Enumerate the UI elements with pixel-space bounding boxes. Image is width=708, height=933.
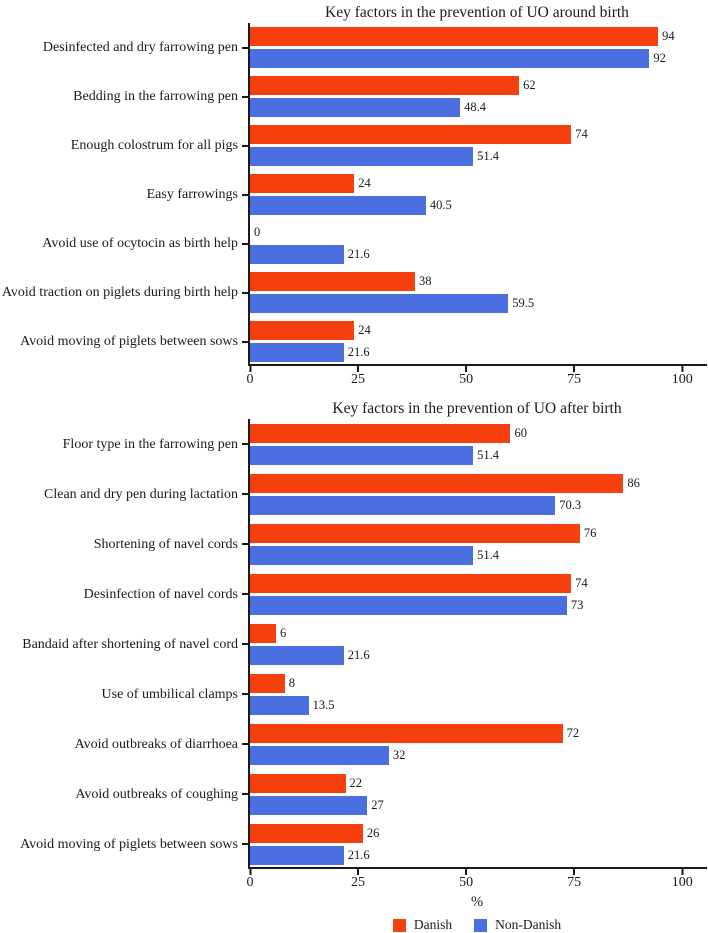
bar-non-danish <box>250 196 426 215</box>
x-axis-ticks-after-birth <box>246 869 706 894</box>
category-label-text: Clean and dry pen during lactation <box>44 486 238 502</box>
bar-line-danish <box>250 321 708 340</box>
bar-danish <box>250 125 571 144</box>
bar-line-non-danish <box>250 343 708 362</box>
category-row <box>0 121 708 170</box>
x-axis-tick <box>459 869 473 891</box>
bar-line-danish <box>250 824 708 843</box>
y-axis-tick <box>242 292 248 294</box>
bar-line-non-danish <box>250 196 708 215</box>
bar-group <box>248 72 708 121</box>
y-axis-tick <box>242 145 248 147</box>
danish-color-swatch-icon <box>393 919 406 932</box>
x-axis-tick <box>459 366 473 388</box>
y-axis-line <box>248 419 250 869</box>
category-label <box>0 219 248 268</box>
bar-line-danish <box>250 724 708 743</box>
category-row <box>0 819 708 869</box>
bar-non-danish <box>250 343 344 362</box>
bar-value-label: 40.5 <box>429 198 452 212</box>
bar-value-label: 48.4 <box>464 100 486 114</box>
bar-value-label: 22 <box>349 775 362 790</box>
bar-value-label: 94 <box>662 29 675 43</box>
bar-danish <box>250 424 510 443</box>
category-row <box>0 268 708 317</box>
bar-danish <box>250 824 363 843</box>
category-row <box>0 719 708 769</box>
bar-group <box>248 619 708 669</box>
y-axis-tick <box>242 593 248 595</box>
bar-value-label: 70.3 <box>559 497 582 512</box>
x-axis-tick-label: 75 <box>567 875 582 890</box>
category-label-text: Use of umbilical clamps <box>101 686 238 702</box>
bar-line-danish <box>250 125 708 144</box>
bar-danish <box>250 574 571 593</box>
bar-value-label: 76 <box>583 525 597 540</box>
x-axis-tick-label: 25 <box>351 875 366 890</box>
y-axis-tick <box>242 194 248 196</box>
x-axis-tick-label: 0 <box>246 372 254 387</box>
category-label <box>0 170 248 219</box>
legend <box>248 917 706 933</box>
bar-non-danish <box>250 796 367 815</box>
category-label <box>0 769 248 819</box>
bar-danish <box>250 624 276 643</box>
bar-line-danish <box>250 272 708 291</box>
y-axis-tick <box>242 693 248 695</box>
category-row <box>0 569 708 619</box>
category-label <box>0 519 248 569</box>
bar-value-label: 74 <box>575 575 588 590</box>
bar-danish <box>250 774 346 793</box>
category-label <box>0 72 248 121</box>
bar-value-label: 73 <box>570 597 584 612</box>
category-label <box>0 121 248 170</box>
category-label <box>0 719 248 769</box>
bar-danish <box>250 272 415 291</box>
x-axis-tick-label: 0 <box>246 875 254 890</box>
bar-line-non-danish <box>250 646 708 665</box>
category-label <box>0 469 248 519</box>
y-axis-line <box>248 23 250 366</box>
bar-value-label: 21.6 <box>347 647 370 662</box>
category-label <box>0 268 248 317</box>
bar-value-label: 8 <box>288 675 295 690</box>
bar-group <box>248 569 708 619</box>
category-label-text: Avoid use of ocytocin as birth help <box>42 236 238 251</box>
bar-line-danish <box>250 774 708 793</box>
bar-line-non-danish <box>250 446 708 465</box>
bar-non-danish <box>250 696 309 715</box>
bar-value-label: 27 <box>371 797 384 812</box>
bar-line-danish <box>250 624 708 643</box>
bar-line-danish <box>250 474 708 493</box>
x-axis-tick <box>567 366 581 388</box>
bar-danish <box>250 27 658 46</box>
bar-line-non-danish <box>250 696 708 715</box>
x-axis-tick-label: 75 <box>567 372 582 387</box>
bar-danish <box>250 174 354 193</box>
bar-line-non-danish <box>250 796 708 815</box>
x-axis-tick-label: 100 <box>671 372 693 387</box>
category-row <box>0 170 708 219</box>
bar-line-danish <box>250 76 708 95</box>
bar-danish <box>250 524 580 543</box>
bar-line-danish <box>250 524 708 543</box>
x-axis-ticks-around-birth <box>246 366 706 391</box>
bar-line-non-danish <box>250 546 708 565</box>
category-label <box>0 669 248 719</box>
bar-non-danish <box>250 846 344 865</box>
bar-value-label: 74 <box>575 127 588 141</box>
bar-non-danish <box>250 496 555 515</box>
bar-non-danish <box>250 294 508 313</box>
bar-value-label: 51.4 <box>477 447 499 462</box>
y-axis-tick <box>242 47 248 49</box>
x-axis-tick <box>351 869 365 891</box>
x-axis-tick <box>672 366 693 388</box>
bar-group <box>248 819 708 869</box>
y-axis-tick <box>242 96 248 98</box>
category-row <box>0 23 708 72</box>
bar-danish <box>250 674 285 693</box>
bar-group <box>248 170 708 219</box>
bar-group <box>248 669 708 719</box>
bar-value-label: 6 <box>280 625 287 640</box>
bar-value-label: 21.6 <box>347 847 370 862</box>
y-axis-tick <box>242 543 248 545</box>
category-label <box>0 819 248 869</box>
bar-non-danish <box>250 98 460 117</box>
category-label-text: Bandaid after shortening of navel cord <box>22 636 238 652</box>
bar-line-non-danish <box>250 98 708 117</box>
x-axis-title: % <box>470 894 484 910</box>
bar-line-non-danish <box>250 147 708 166</box>
category-label-text: Bedding in the farrowing pen <box>73 89 238 104</box>
x-axis-tick <box>567 869 581 891</box>
bar-non-danish <box>250 49 649 68</box>
plot-area-after-birth <box>0 419 708 869</box>
category-label-text: Avoid moving of piglets between sows <box>20 836 238 852</box>
category-label-text: Avoid outbreaks of diarrhoea <box>74 736 238 752</box>
bar-line-danish <box>250 223 708 242</box>
bar-line-non-danish <box>250 746 708 765</box>
category-label <box>0 23 248 72</box>
bar-value-label: 60 <box>514 425 527 440</box>
bar-line-danish <box>250 174 708 193</box>
bar-value-label: 86 <box>627 475 640 490</box>
bar-value-label: 0 <box>254 225 261 239</box>
bar-line-non-danish <box>250 294 708 313</box>
bar-group <box>248 23 708 72</box>
y-axis-tick <box>242 843 248 845</box>
bar-value-label: 32 <box>392 747 406 762</box>
bar-non-danish <box>250 546 473 565</box>
category-row <box>0 769 708 819</box>
legend-label-danish: Danish <box>413 917 453 932</box>
bar-value-label: 13.5 <box>312 697 335 712</box>
bar-line-danish <box>250 674 708 693</box>
x-axis-tick-label: 25 <box>351 372 366 387</box>
category-row <box>0 469 708 519</box>
bar-group <box>248 469 708 519</box>
x-axis-tick <box>672 869 693 891</box>
category-label-text: Shortening of navel cords <box>93 536 238 552</box>
bar-danish <box>250 76 519 95</box>
chart-title-around-birth: Key factors in the prevention of UO around birth <box>325 4 629 21</box>
category-row <box>0 619 708 669</box>
plot-area-around-birth <box>0 23 708 366</box>
bar-non-danish <box>250 446 473 465</box>
bar-value-label: 59.5 <box>512 296 535 310</box>
chart-after-birth <box>0 391 708 911</box>
bar-group <box>248 419 708 469</box>
category-label <box>0 419 248 469</box>
bar-value-label: 92 <box>653 51 666 65</box>
non-danish-color-swatch-icon <box>474 919 487 932</box>
category-label-text: Enough colostrum for all pigs <box>70 138 238 153</box>
x-axis-tick-label: 100 <box>671 875 693 890</box>
x-axis-tick <box>351 366 365 388</box>
category-label-text: Desinfection of navel cords <box>83 586 238 602</box>
bar-group <box>248 219 708 268</box>
bar-group <box>248 519 708 569</box>
bar-line-non-danish <box>250 596 708 615</box>
bar-group <box>248 121 708 170</box>
bar-value-label: 26 <box>366 825 380 840</box>
y-axis-tick <box>242 643 248 645</box>
bar-group <box>248 317 708 366</box>
bar-group <box>248 268 708 317</box>
category-row <box>0 219 708 268</box>
bar-value-label: 51.4 <box>477 547 499 562</box>
bar-value-label: 51.4 <box>477 149 499 163</box>
bar-value-label: 21.6 <box>347 345 370 359</box>
x-axis-tick <box>247 366 254 388</box>
legend-item-non-danish <box>474 917 561 933</box>
bar-non-danish <box>250 746 389 765</box>
bar-value-label: 21.6 <box>347 247 370 261</box>
legend-item-danish <box>393 917 452 933</box>
bar-line-non-danish <box>250 49 708 68</box>
bar-line-non-danish <box>250 496 708 515</box>
y-axis-tick <box>242 443 248 445</box>
category-label <box>0 317 248 366</box>
category-row <box>0 669 708 719</box>
x-axis-tick-label: 50 <box>459 875 474 890</box>
category-label-text: Desinfected and dry farrowing pen <box>42 40 238 55</box>
category-label-text: Avoid outbreaks of coughing <box>75 786 238 802</box>
y-axis-tick <box>242 793 248 795</box>
bar-danish <box>250 724 563 743</box>
bar-danish <box>250 474 623 493</box>
category-label-text: Easy farrowings <box>146 187 238 202</box>
bar-non-danish <box>250 646 344 665</box>
category-row <box>0 72 708 121</box>
y-axis-tick <box>242 243 248 245</box>
bar-line-non-danish <box>250 846 708 865</box>
category-label-text: Avoid moving of piglets between sows <box>20 334 238 349</box>
x-axis-tick-label: 50 <box>459 372 474 387</box>
legend-label-non-danish: Non-Danish <box>495 917 562 932</box>
category-label-text: Avoid traction on piglets during birth help <box>1 285 238 300</box>
bar-value-label: 24 <box>358 323 371 337</box>
chart-title-after-birth: Key factors in the prevention of UO after birth <box>332 400 622 417</box>
bar-non-danish <box>250 245 344 264</box>
bar-non-danish <box>250 147 473 166</box>
bar-line-danish <box>250 424 708 443</box>
y-axis-tick <box>242 341 248 343</box>
bar-line-non-danish <box>250 245 708 264</box>
category-label <box>0 619 248 669</box>
bar-line-danish <box>250 574 708 593</box>
bar-value-label: 72 <box>566 725 580 740</box>
bar-value-label: 62 <box>523 78 536 92</box>
category-label-text: Floor type in the farrowing pen <box>62 436 238 452</box>
category-row <box>0 519 708 569</box>
y-axis-tick <box>242 493 248 495</box>
bar-group <box>248 769 708 819</box>
bar-line-danish <box>250 27 708 46</box>
category-label <box>0 569 248 619</box>
bar-group <box>248 719 708 769</box>
bar-value-label: 24 <box>358 176 371 190</box>
bar-non-danish <box>250 596 567 615</box>
x-axis-tick <box>247 869 254 891</box>
bar-danish <box>250 321 354 340</box>
category-row <box>0 317 708 366</box>
category-row <box>0 419 708 469</box>
bar-value-label: 38 <box>418 274 432 288</box>
y-axis-tick <box>242 743 248 745</box>
chart-around-birth <box>0 0 708 391</box>
